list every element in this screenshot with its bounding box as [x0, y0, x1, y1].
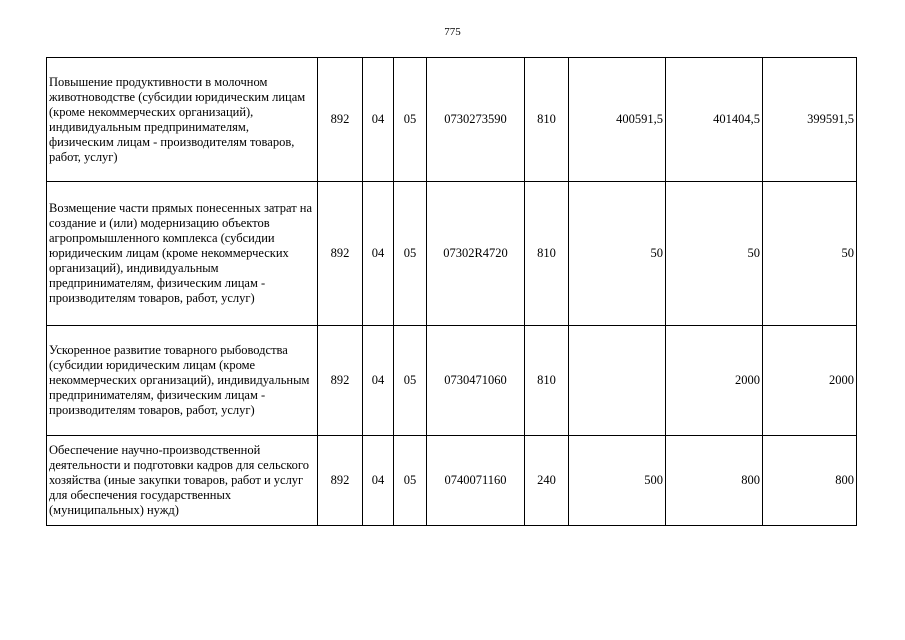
table-row	[47, 436, 857, 526]
amount-year-1: 50	[569, 182, 666, 326]
page-number: 775	[444, 26, 461, 38]
ministry-code: 892	[318, 58, 363, 182]
budget-table	[46, 57, 857, 526]
amount-year-2: 50	[666, 182, 763, 326]
expense-description: Возмещение части прямых понесенных затрат на создание и (или) модернизацию объектов агропромышленного комплекса (субсидии юридическим лицам (кроме некоммерческих организаций), индивидуальным предпринимателям, физическим лицам - производителям товаров, работ, услуг)	[47, 182, 318, 326]
expense-type-code: 240	[525, 436, 569, 526]
expense-type-code: 810	[525, 58, 569, 182]
expense-type-code: 810	[525, 182, 569, 326]
table-row	[47, 58, 857, 182]
expense-description: Обеспечение научно-производственной деятельности и подготовки кадров для сельского хозяйства (иные закупки товаров, работ и услуг для обеспечения государственных (муниципальных) нужд)	[47, 436, 318, 526]
amount-year-1: 500	[569, 436, 666, 526]
amount-year-2: 401404,5	[666, 58, 763, 182]
amount-year-3: 2000	[763, 326, 857, 436]
target-article-code: 07302R4720	[427, 182, 525, 326]
ministry-code: 892	[318, 436, 363, 526]
target-article-code: 0730471060	[427, 326, 525, 436]
amount-year-1: 400591,5	[569, 58, 666, 182]
amount-year-1	[569, 326, 666, 436]
ministry-code: 892	[318, 182, 363, 326]
table-row	[47, 326, 857, 436]
subsection-code: 05	[394, 436, 427, 526]
section-code: 04	[363, 326, 394, 436]
expense-type-code: 810	[525, 326, 569, 436]
table-row	[47, 182, 857, 326]
amount-year-3: 50	[763, 182, 857, 326]
amount-year-2: 800	[666, 436, 763, 526]
target-article-code: 0730273590	[427, 58, 525, 182]
section-code: 04	[363, 58, 394, 182]
expense-description: Ускоренное развитие товарного рыбоводства (субсидии юридическим лицам (кроме некоммерческих организаций), индивидуальным предпринимателям, физическим лицам - производителям товаров, работ, услуг)	[47, 326, 318, 436]
target-article-code: 0740071160	[427, 436, 525, 526]
subsection-code: 05	[394, 58, 427, 182]
section-code: 04	[363, 182, 394, 326]
amount-year-2: 2000	[666, 326, 763, 436]
section-code: 04	[363, 436, 394, 526]
subsection-code: 05	[394, 182, 427, 326]
amount-year-3: 399591,5	[763, 58, 857, 182]
ministry-code: 892	[318, 326, 363, 436]
expense-description: Повышение продуктивности в молочном животноводстве (субсидии юридическим лицам (кроме некоммерческих организаций), индивидуальным предпринимателям, физическим лицам - производителям товаров, работ, услуг)	[47, 58, 318, 182]
amount-year-3: 800	[763, 436, 857, 526]
subsection-code: 05	[394, 326, 427, 436]
